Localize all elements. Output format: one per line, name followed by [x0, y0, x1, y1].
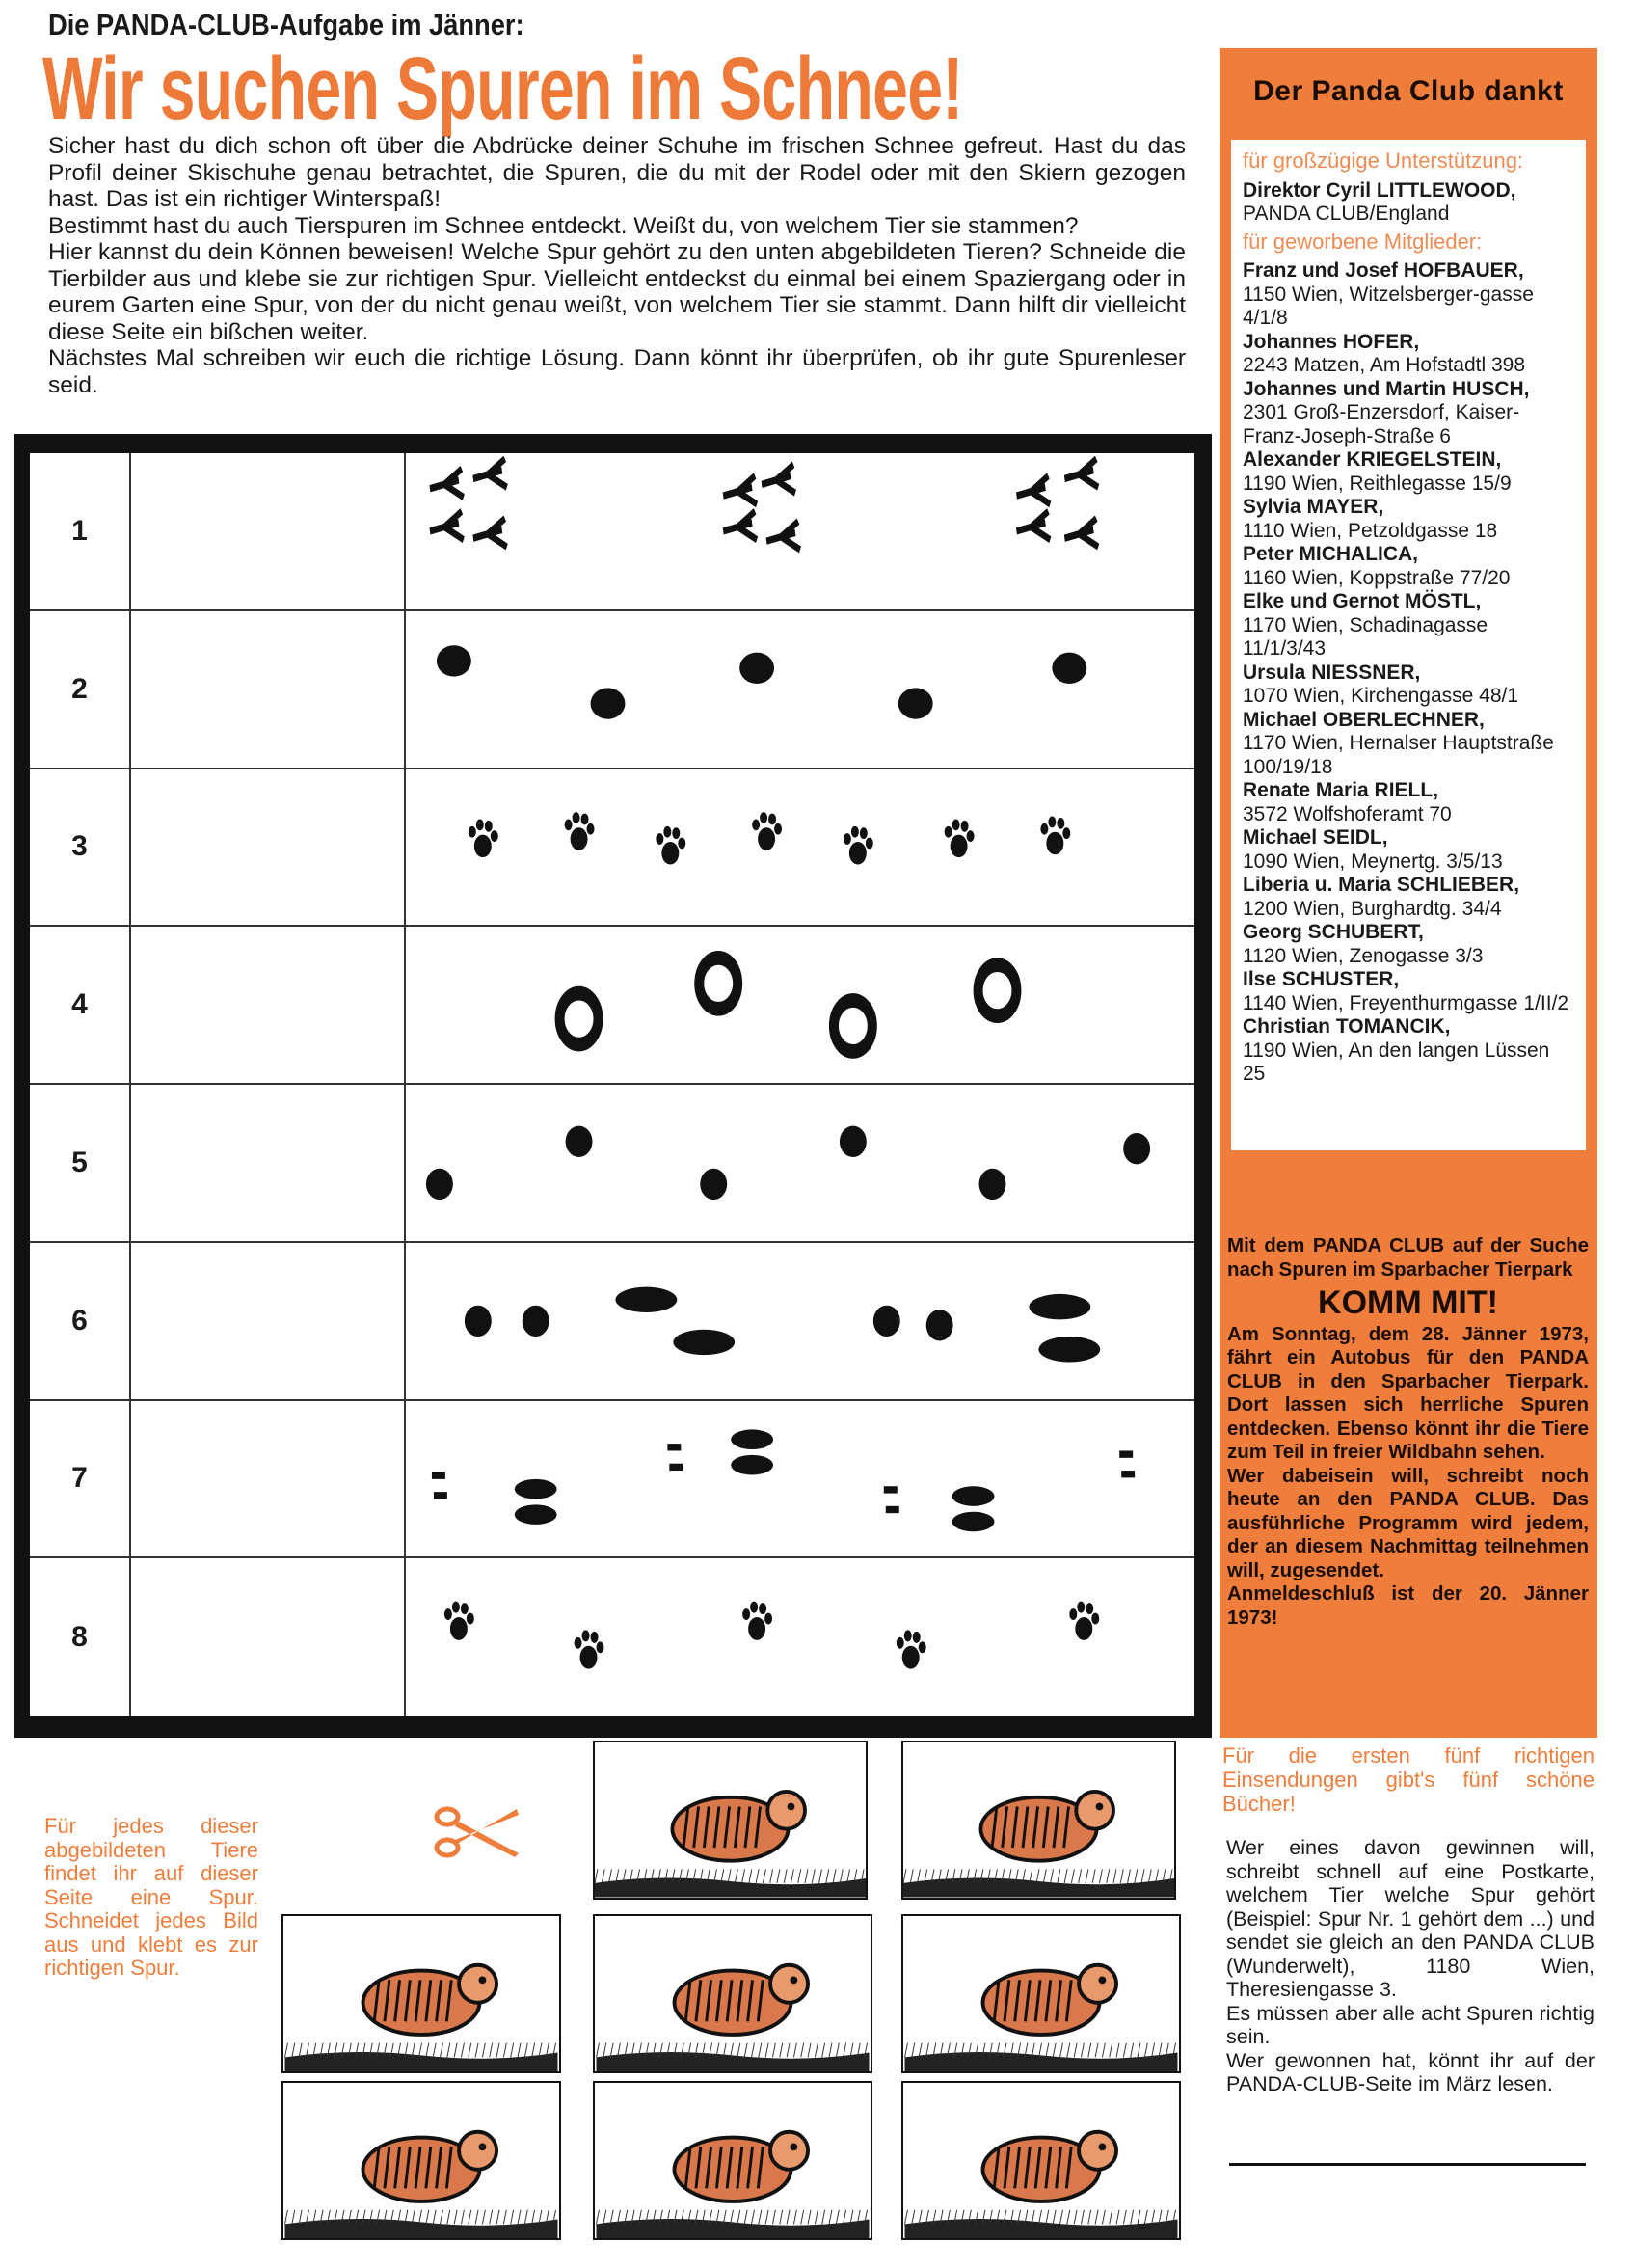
- paste-slot[interactable]: [131, 1085, 406, 1241]
- animal-picture-rabbit[interactable]: [901, 1914, 1181, 2073]
- prize-text: Für die ersten fünf richtigen Einsendungen gibt's fünf schöne Bücher!: [1222, 1743, 1595, 1816]
- track-number: 8: [30, 1558, 131, 1716]
- member-name: Michael OBERLECHNER,: [1243, 708, 1485, 731]
- member-entry: [1243, 590, 1574, 662]
- animal-picture-squirrel[interactable]: [593, 2081, 872, 2240]
- event-signup: Wer dabeisein will, schreibt noch heute an den PANDA CLUB. Das ausführliche Programm wird jedem, der an diesem Nachmittag teilnehmen will, zugesendet.: [1227, 1464, 1589, 1581]
- scissors-icon: [434, 1803, 521, 1861]
- paw-track-icon: [406, 1558, 1194, 1716]
- member-address: 1170 Wien, Schadinagasse 11/1/3/43: [1243, 613, 1488, 660]
- member-name: Sylvia MAYER,: [1243, 496, 1384, 518]
- cut-instructions: Für jedes dieser abgebildeten Tiere findet ihr auf dieser Seite eine Spur. Schneidet jedes Bild aus und klebt es zur richtigen Spur.: [44, 1814, 258, 1980]
- animal-picture-cat[interactable]: [281, 2081, 561, 2240]
- intro-text: [48, 133, 1186, 398]
- tracks-table: [14, 434, 1212, 1738]
- member-name: Ursula NIESSNER,: [1243, 661, 1421, 684]
- member-address: 1140 Wien, Freyenthurmgasse 1/II/2: [1243, 991, 1569, 1014]
- member-name: Liberia u. Maria SCHLIEBER,: [1243, 874, 1520, 896]
- track-number: 5: [30, 1085, 131, 1241]
- member-address: 2301 Groß-Enzersdorf, Kaiser-Franz-Joseph-Straße 6: [1243, 401, 1520, 447]
- thanks-box: [1231, 140, 1586, 1150]
- animal-picture-fawn[interactable]: [901, 2081, 1181, 2240]
- member-entry: [1243, 378, 1574, 449]
- track-row: [30, 1243, 1194, 1401]
- member-name: Elke und Gernot MÖSTL,: [1243, 590, 1482, 612]
- rules-paragraph: Wer eines davon gewinnen will, schreibt schnell auf eine Postkarte, welchem Tier welche Spur gehört (Beispiel: Spur Nr. 1 gehört dem ...) und sendet sie gleich an den PANDA CLUB (Wunderwelt), 1180 Wien, Theresiengasse 3.: [1226, 1836, 1595, 2001]
- member-entry: [1243, 496, 1574, 543]
- paste-slot[interactable]: [131, 1401, 406, 1557]
- member-name: Johannes HOFER,: [1243, 330, 1420, 353]
- oval-track-icon: [406, 1085, 1194, 1241]
- divider: [1229, 2163, 1586, 2166]
- member-entry: [1243, 874, 1574, 921]
- animal-picture-deer[interactable]: [593, 1741, 868, 1900]
- track-row: [30, 927, 1194, 1085]
- event-deadline: Anmeldeschluß ist der 20. Jänner 1973!: [1227, 1582, 1589, 1629]
- paste-slot[interactable]: [131, 611, 406, 768]
- support-label: für großzügige Unterstützung:: [1243, 148, 1524, 173]
- event-box: [1227, 1234, 1589, 1630]
- animal-picture-fox[interactable]: [901, 1741, 1176, 1900]
- member-address: 2243 Matzen, Am Hofstadtl 398: [1243, 354, 1526, 376]
- split-hoof-track-icon: [406, 1401, 1194, 1557]
- member-entry: [1243, 543, 1574, 590]
- event-intro: Mit dem PANDA CLUB auf der Suche nach Spuren im Sparbacher Tierpark: [1227, 1234, 1589, 1281]
- member-address: 1090 Wien, Meynertg. 3/5/13: [1243, 850, 1503, 873]
- paste-slot[interactable]: [131, 927, 406, 1083]
- animal-picture-ibex[interactable]: [593, 1914, 872, 2073]
- member-address: 3572 Wolfshoferamt 70: [1243, 802, 1452, 825]
- track-number: 2: [30, 611, 131, 768]
- member-name: Franz und Josef HOFBAUER,: [1243, 259, 1524, 282]
- hoof-track-icon: [406, 611, 1194, 768]
- paste-slot[interactable]: [131, 1243, 406, 1399]
- member-address: 1190 Wien, An den langen Lüssen 25: [1243, 1039, 1550, 1085]
- member-entry: [1243, 1015, 1574, 1087]
- members-label: für geworbene Mitglieder:: [1243, 229, 1483, 254]
- member-name: Michael SEIDL,: [1243, 826, 1388, 849]
- member-name: Ilse SCHUSTER,: [1243, 968, 1400, 990]
- member-address: 1170 Wien, Hernalser Hauptstraße 100/19/18: [1243, 732, 1554, 778]
- member-entry: [1243, 662, 1574, 709]
- kicker-heading: Die PANDA-CLUB-Aufgabe im Jänner:: [48, 8, 524, 41]
- member-entry: [1243, 259, 1574, 331]
- paw-track-icon: [406, 770, 1194, 926]
- paste-slot[interactable]: [131, 1558, 406, 1716]
- member-entry: [1243, 968, 1574, 1015]
- hoof-track-icon: [406, 927, 1194, 1083]
- member-name: Peter MICHALICA,: [1243, 543, 1419, 565]
- paste-slot[interactable]: [131, 453, 406, 609]
- member-name: Christian TOMANCIK,: [1243, 1015, 1451, 1038]
- member-address: 1160 Wien, Koppstraße 77/20: [1243, 566, 1511, 589]
- member-address: 1110 Wien, Petzoldgasse 18: [1243, 519, 1498, 542]
- member-name: Renate Maria RIELL,: [1243, 779, 1439, 801]
- member-address: 1190 Wien, Reithlegasse 15/9: [1243, 472, 1512, 495]
- rules-paragraph: Es müssen aber alle acht Spuren richtig sein.: [1226, 2001, 1595, 2048]
- event-text: Am Sonntag, dem 28. Jänner 1973, fährt ein Autobus für den PANDA CLUB in den Sparbacher Tierpark. Dort lassen sich herrliche Spuren entdecken. Ebenso könnt ihr die Tiere zum Teil in freier Wildbahn sehen.: [1227, 1322, 1589, 1463]
- member-name: Johannes und Martin HUSCH,: [1243, 377, 1530, 400]
- sidebar: [1220, 48, 1597, 1738]
- rules-paragraph: Wer gewonnen hat, könnt ihr auf der PANDA-CLUB-Seite im März lesen.: [1226, 2048, 1595, 2095]
- member-name: Alexander KRIEGELSTEIN,: [1243, 448, 1502, 471]
- member-entry: [1243, 921, 1574, 968]
- intro-paragraph: Nächstes Mal schreiben wir euch die richtige Lösung. Dann könnt ihr überprüfen, ob ihr gute Spurenleser seid.: [48, 345, 1186, 398]
- event-heading: KOMM MIT!: [1318, 1284, 1498, 1321]
- track-row: [30, 770, 1194, 928]
- page-title: Wir suchen Spuren im Schnee!: [42, 40, 963, 138]
- member-name: Georg SCHUBERT,: [1243, 921, 1424, 943]
- track-row: [30, 453, 1194, 611]
- track-number: 4: [30, 927, 131, 1083]
- bird-track-icon: [406, 453, 1194, 609]
- intro-paragraph: Sicher hast du dich schon oft über die Abdrücke deiner Schuhe im frischen Schnee gefreut. Hast du das Profil deiner Skischuhe genau betrachtet, die Spuren, die du mit der Rodel oder mit den Skiern gezogen hast. Das ist ein richtiger Winterspaß!: [48, 133, 1186, 212]
- animal-picture-wild-boar[interactable]: [281, 1914, 561, 2073]
- sidebar-heading: Der Panda Club dankt: [1253, 75, 1564, 107]
- hopping-track-icon: [406, 1243, 1194, 1399]
- member-address: 1120 Wien, Zenogasse 3/3: [1243, 944, 1484, 967]
- track-row: [30, 1401, 1194, 1559]
- rules-text: [1226, 1836, 1595, 2096]
- member-entry: [1243, 331, 1574, 378]
- member-entry: [1243, 779, 1574, 826]
- intro-paragraph: Bestimmt hast du auch Tierspuren im Schnee entdeckt. Weißt du, von welchem Tier sie stammen?: [48, 212, 1079, 239]
- track-number: 6: [30, 1243, 131, 1399]
- track-number: 3: [30, 770, 131, 926]
- supporter-name: Direktor Cyril LITTLEWOOD,: [1243, 178, 1516, 202]
- track-row: [30, 1085, 1194, 1243]
- member-address: 1200 Wien, Burghardtg. 34/4: [1243, 897, 1502, 920]
- member-entry: [1243, 709, 1574, 780]
- member-address: 1150 Wien, Witzelsberger-gasse 4/1/8: [1243, 283, 1534, 329]
- track-row: [30, 611, 1194, 770]
- member-entry: [1243, 826, 1574, 874]
- track-number: 7: [30, 1401, 131, 1557]
- member-entry: [1243, 448, 1574, 496]
- track-number: 1: [30, 453, 131, 609]
- track-row: [30, 1558, 1194, 1716]
- paste-slot[interactable]: [131, 770, 406, 926]
- intro-paragraph: Hier kannst du dein Können beweisen! Welche Spur gehört zu den unten abgebildeten Tieren? Schneide die Tierbilder aus und klebe sie zur richtigen Spur. Vielleicht entdeckst du einmal bei einem Spaziergang oder in eurem Garten eine Spur, von der du nicht genau weißt, von welchem Tier sie stammt. Dann hilft dir vielleicht diese Seite ein bißchen weiter.: [48, 239, 1186, 345]
- member-address: 1070 Wien, Kirchengasse 48/1: [1243, 685, 1519, 707]
- supporter-org: PANDA CLUB/England: [1243, 202, 1450, 225]
